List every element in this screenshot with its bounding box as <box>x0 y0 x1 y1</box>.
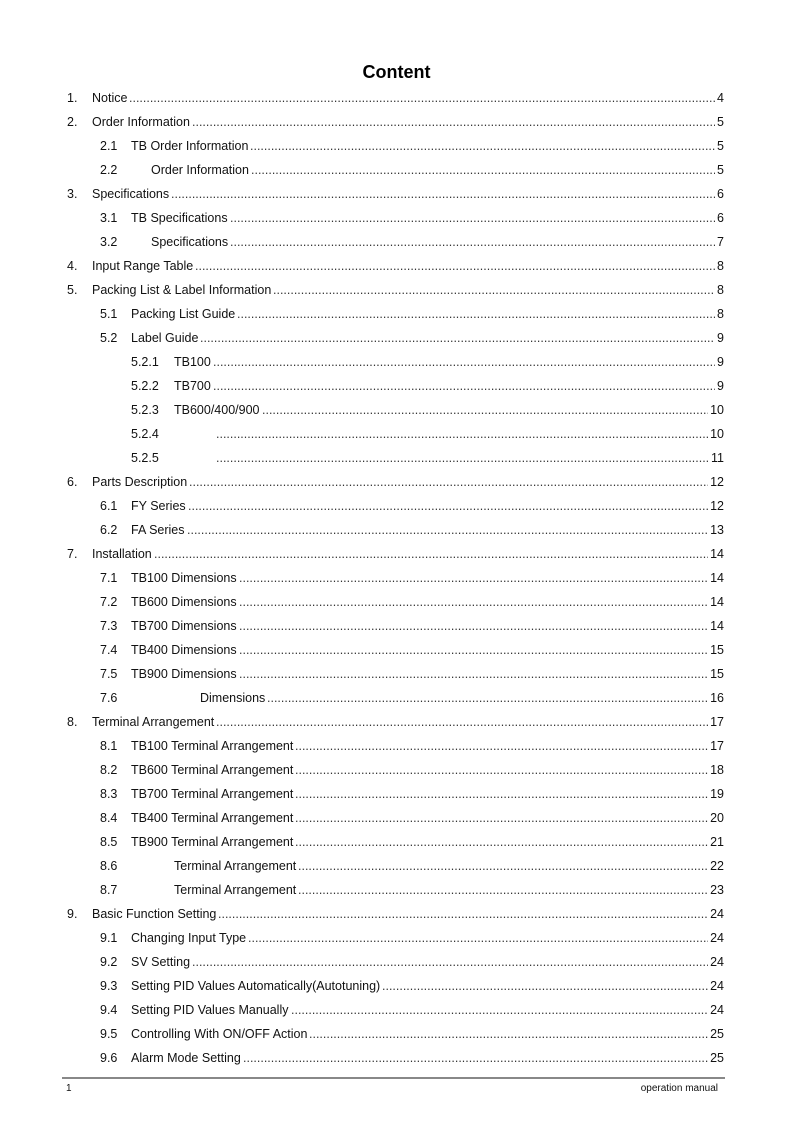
toc-entry-label: Controlling With ON/OFF Action <box>131 1027 308 1041</box>
toc-entry-page: 18 <box>709 758 724 782</box>
toc-entry-page: 15 <box>709 662 724 686</box>
toc-entry[interactable] <box>0 662 793 686</box>
toc-entry-label: TB900 Terminal Arrangement <box>131 835 294 849</box>
toc-entry-label: Packing List & Label Information <box>92 283 272 297</box>
toc-entry-page: 6 <box>716 206 724 230</box>
toc-entry-number: 9. <box>67 907 78 921</box>
toc-entry[interactable] <box>0 182 793 206</box>
toc-entry-number: 5.2.4 <box>131 427 159 441</box>
toc-entry-label: FA Series <box>131 523 185 537</box>
toc-entry-page: 21 <box>709 830 724 854</box>
toc-entry-page: 17 <box>709 734 724 758</box>
toc-entry[interactable] <box>0 854 793 878</box>
toc-entry-page: 20 <box>709 806 724 830</box>
toc-entry[interactable] <box>0 86 793 110</box>
toc-entry-page: 16 <box>709 686 724 710</box>
toc-entry-label: Terminal Arrangement <box>174 859 297 873</box>
toc-entry[interactable] <box>0 302 793 326</box>
toc-entry[interactable] <box>0 758 793 782</box>
toc-entry-label: TB600/400/900 <box>174 403 260 417</box>
toc-entry-number: 8.4 <box>100 811 118 825</box>
toc-entry-label: Setting PID Values Manually <box>131 1003 289 1017</box>
toc-entry-number: 5.2.3 <box>131 403 159 417</box>
toc-entry[interactable] <box>0 518 793 542</box>
toc-entry[interactable] <box>0 1022 793 1046</box>
toc-entry-label: TB400 Terminal Arrangement <box>131 811 294 825</box>
toc-entry-number: 4. <box>67 259 78 273</box>
toc-entry[interactable] <box>0 878 793 902</box>
toc-entry-label: Specifications <box>151 235 229 249</box>
toc-entry-page: 25 <box>709 1046 724 1070</box>
toc-leader-dots <box>216 710 708 734</box>
toc-entry-label: TB700 <box>174 379 211 393</box>
toc-leader-dots <box>213 350 715 374</box>
toc-entry-page: 5 <box>716 158 724 182</box>
toc-leader-dots <box>218 902 708 926</box>
toc-entry-number: 7.5 <box>100 667 118 681</box>
toc-entry-page: 14 <box>709 542 724 566</box>
toc-leader-dots <box>251 158 715 182</box>
toc-entry[interactable] <box>0 734 793 758</box>
toc-entry-page: 14 <box>709 566 724 590</box>
toc-entry-label: Label Guide <box>131 331 199 345</box>
toc-entry-label: TB100 Dimensions <box>131 571 237 585</box>
toc-entry-page: 11 <box>710 446 724 470</box>
toc-entry-label: SV Setting <box>131 955 191 969</box>
toc-entry[interactable] <box>0 686 793 710</box>
toc-entry-page: 19 <box>709 782 724 806</box>
toc-leader-dots <box>250 134 715 158</box>
toc-entry-number: 5.2.5 <box>131 451 159 465</box>
toc-entry-page: 5 <box>716 110 724 134</box>
toc-entry-label: TB700 Terminal Arrangement <box>131 787 294 801</box>
toc-entry-number: 9.4 <box>100 1003 118 1017</box>
toc-entry-label: TB600 Dimensions <box>131 595 237 609</box>
toc-leader-dots <box>237 302 715 326</box>
toc-leader-dots <box>216 446 709 470</box>
toc-entry-page: 12 <box>709 470 724 494</box>
toc-entry-label: TB700 Dimensions <box>131 619 237 633</box>
toc-entry-page: 5 <box>716 134 724 158</box>
toc-leader-dots <box>189 470 708 494</box>
toc-entry-number: 8.7 <box>100 883 118 897</box>
toc-entry-label: Setting PID Values Automatically(Autotuning) <box>131 979 381 993</box>
toc-leader-dots <box>187 518 708 542</box>
toc-entry-number: 2. <box>67 115 78 129</box>
toc-entry-page: 24 <box>709 950 724 974</box>
toc-entry-page: 10 <box>709 398 724 422</box>
toc-leader-dots <box>192 950 708 974</box>
page-title: Content <box>362 62 431 82</box>
toc-entry-page: 17 <box>709 710 724 734</box>
toc-entry-number: 9.1 <box>100 931 118 945</box>
toc-entry-label: Packing List Guide <box>131 307 236 321</box>
toc-leader-dots <box>298 854 708 878</box>
toc-entry-number: 2.1 <box>100 139 118 153</box>
toc-entry-page: 15 <box>709 638 724 662</box>
toc-entry[interactable] <box>0 614 793 638</box>
toc-entry-number: 8.1 <box>100 739 118 753</box>
toc-entry-number: 9.6 <box>100 1051 118 1065</box>
toc-entry-page: 14 <box>709 590 724 614</box>
toc-leader-dots <box>171 182 715 206</box>
toc-entry-label: Terminal Arrangement <box>174 883 297 897</box>
toc-entry-number: 5.2 <box>100 331 118 345</box>
toc-entry[interactable] <box>0 374 793 398</box>
toc-leader-dots <box>230 206 715 230</box>
toc-entry-page: 8 <box>716 278 724 302</box>
toc-entry-number: 7.4 <box>100 643 118 657</box>
toc-entry-number: 7.1 <box>100 571 118 585</box>
toc-entry[interactable] <box>0 1046 793 1070</box>
toc-leader-dots <box>295 734 708 758</box>
toc-entry-page: 25 <box>709 1022 724 1046</box>
toc-leader-dots <box>200 326 715 350</box>
toc-entry-number: 5. <box>67 283 78 297</box>
toc-entry[interactable] <box>0 998 793 1022</box>
toc-entry-page: 14 <box>709 614 724 638</box>
toc-entry-number: 5.2.1 <box>131 355 159 369</box>
toc-entry-page: 4 <box>716 86 724 110</box>
toc-entry-page: 22 <box>709 854 724 878</box>
toc-entry-page: 24 <box>709 998 724 1022</box>
toc-entry-label: Changing Input Type <box>131 931 247 945</box>
toc-leader-dots <box>213 374 715 398</box>
toc-entry[interactable] <box>0 206 793 230</box>
toc-entry-label: Notice <box>92 91 128 105</box>
toc-entry-number: 9.3 <box>100 979 118 993</box>
toc-entry[interactable] <box>0 806 793 830</box>
footer-document-name: operation manual <box>640 1083 718 1094</box>
toc-leader-dots <box>195 254 715 278</box>
toc-entry-label: Alarm Mode Setting <box>131 1051 241 1065</box>
toc-leader-dots <box>295 758 708 782</box>
toc-entry-label: Basic Function Setting <box>92 907 217 921</box>
toc-leader-dots <box>129 86 715 110</box>
toc-entry-label: Order Information <box>151 163 249 177</box>
toc-entry-label: Input Range Table <box>92 259 194 273</box>
toc-entry-number: 9.2 <box>100 955 118 969</box>
toc-leader-dots <box>239 614 708 638</box>
toc-entry-number: 5.1 <box>100 307 118 321</box>
toc-entry-page: 7 <box>716 230 724 254</box>
toc-entry-number: 6.2 <box>100 523 118 537</box>
toc-entry-number: 8.6 <box>100 859 118 873</box>
table-of-contents <box>0 86 793 1070</box>
toc-entry-number: 9.5 <box>100 1027 118 1041</box>
toc-leader-dots <box>243 1046 708 1070</box>
toc-entry-label: Order Information <box>92 115 190 129</box>
toc-entry-number: 6.1 <box>100 499 118 513</box>
toc-leader-dots <box>248 926 708 950</box>
toc-leader-dots <box>267 686 708 710</box>
toc-entry-page: 13 <box>709 518 724 542</box>
toc-entry[interactable] <box>0 494 793 518</box>
footer-divider <box>62 1077 725 1079</box>
toc-entry-label: TB Specifications <box>131 211 228 225</box>
toc-leader-dots <box>239 662 708 686</box>
toc-entry-label: TB900 Dimensions <box>131 667 237 681</box>
toc-leader-dots <box>273 278 715 302</box>
toc-entry-label: Terminal Arrangement <box>92 715 215 729</box>
toc-entry-page: 24 <box>709 926 724 950</box>
toc-entry[interactable] <box>0 326 793 350</box>
toc-entry-label: TB Order Information <box>131 139 249 153</box>
toc-entry-number: 7.6 <box>100 691 118 705</box>
toc-entry[interactable] <box>0 638 793 662</box>
toc-entry[interactable] <box>0 134 793 158</box>
toc-entry-page: 8 <box>716 302 724 326</box>
toc-leader-dots <box>295 782 708 806</box>
toc-entry-number: 2.2 <box>100 163 118 177</box>
toc-entry[interactable] <box>0 566 793 590</box>
toc-leader-dots <box>239 566 708 590</box>
toc-entry-page: 8 <box>716 254 724 278</box>
toc-leader-dots <box>298 878 708 902</box>
toc-leader-dots <box>295 830 708 854</box>
toc-entry-label: Installation <box>92 547 152 561</box>
toc-leader-dots <box>382 974 708 998</box>
toc-leader-dots <box>154 542 708 566</box>
toc-entry-number: 7. <box>67 547 78 561</box>
toc-entry[interactable] <box>0 158 793 182</box>
toc-entry-number: 7.3 <box>100 619 118 633</box>
toc-entry-number: 8.3 <box>100 787 118 801</box>
toc-entry-page: 9 <box>716 350 724 374</box>
toc-entry[interactable] <box>0 950 793 974</box>
toc-entry[interactable] <box>0 542 793 566</box>
toc-entry-page: 23 <box>709 878 724 902</box>
toc-entry[interactable] <box>0 350 793 374</box>
toc-entry[interactable] <box>0 710 793 734</box>
toc-entry-number: 3.2 <box>100 235 118 249</box>
toc-entry[interactable] <box>0 230 793 254</box>
footer-page-number: 1 <box>66 1083 72 1094</box>
toc-leader-dots <box>230 230 715 254</box>
toc-leader-dots <box>239 638 708 662</box>
toc-entry-page: 9 <box>716 374 724 398</box>
toc-entry[interactable] <box>0 470 793 494</box>
toc-leader-dots <box>295 806 708 830</box>
toc-entry-page: 9 <box>716 326 724 350</box>
toc-entry-page: 6 <box>716 182 724 206</box>
toc-entry-number: 8.5 <box>100 835 118 849</box>
toc-entry[interactable] <box>0 902 793 926</box>
toc-entry-label: Dimensions <box>200 691 266 705</box>
toc-entry[interactable] <box>0 590 793 614</box>
toc-entry[interactable] <box>0 398 793 422</box>
toc-leader-dots <box>216 422 708 446</box>
toc-entry-label: TB600 Terminal Arrangement <box>131 763 294 777</box>
toc-entry[interactable] <box>0 110 793 134</box>
toc-leader-dots <box>309 1022 708 1046</box>
toc-entry-label: Specifications <box>92 187 170 201</box>
toc-entry-number: 5.2.2 <box>131 379 159 393</box>
toc-entry[interactable] <box>0 974 793 998</box>
toc-leader-dots <box>291 998 708 1022</box>
toc-leader-dots <box>188 494 708 518</box>
toc-entry[interactable] <box>0 782 793 806</box>
toc-entry[interactable] <box>0 422 793 446</box>
toc-entry-label: Parts Description <box>92 475 188 489</box>
toc-entry-number: 3.1 <box>100 211 118 225</box>
toc-entry-label: TB100 Terminal Arrangement <box>131 739 294 753</box>
toc-entry-number: 1. <box>67 91 78 105</box>
toc-entry-number: 8.2 <box>100 763 118 777</box>
toc-entry[interactable] <box>0 254 793 278</box>
toc-entry-number: 7.2 <box>100 595 118 609</box>
toc-entry[interactable] <box>0 830 793 854</box>
toc-entry[interactable] <box>0 926 793 950</box>
toc-entry-label: TB400 Dimensions <box>131 643 237 657</box>
toc-entry-page: 24 <box>709 902 724 926</box>
toc-entry-page: 12 <box>709 494 724 518</box>
toc-leader-dots <box>192 110 715 134</box>
toc-entry[interactable] <box>0 278 793 302</box>
toc-entry-page: 24 <box>709 974 724 998</box>
toc-entry-page: 10 <box>709 422 724 446</box>
toc-entry-label: TB100 <box>174 355 211 369</box>
toc-entry[interactable] <box>0 446 793 470</box>
toc-entry-number: 3. <box>67 187 78 201</box>
toc-entry-number: 6. <box>67 475 78 489</box>
toc-leader-dots <box>239 590 708 614</box>
toc-leader-dots <box>262 398 708 422</box>
toc-entry-label: FY Series <box>131 499 186 513</box>
toc-entry-number: 8. <box>67 715 78 729</box>
